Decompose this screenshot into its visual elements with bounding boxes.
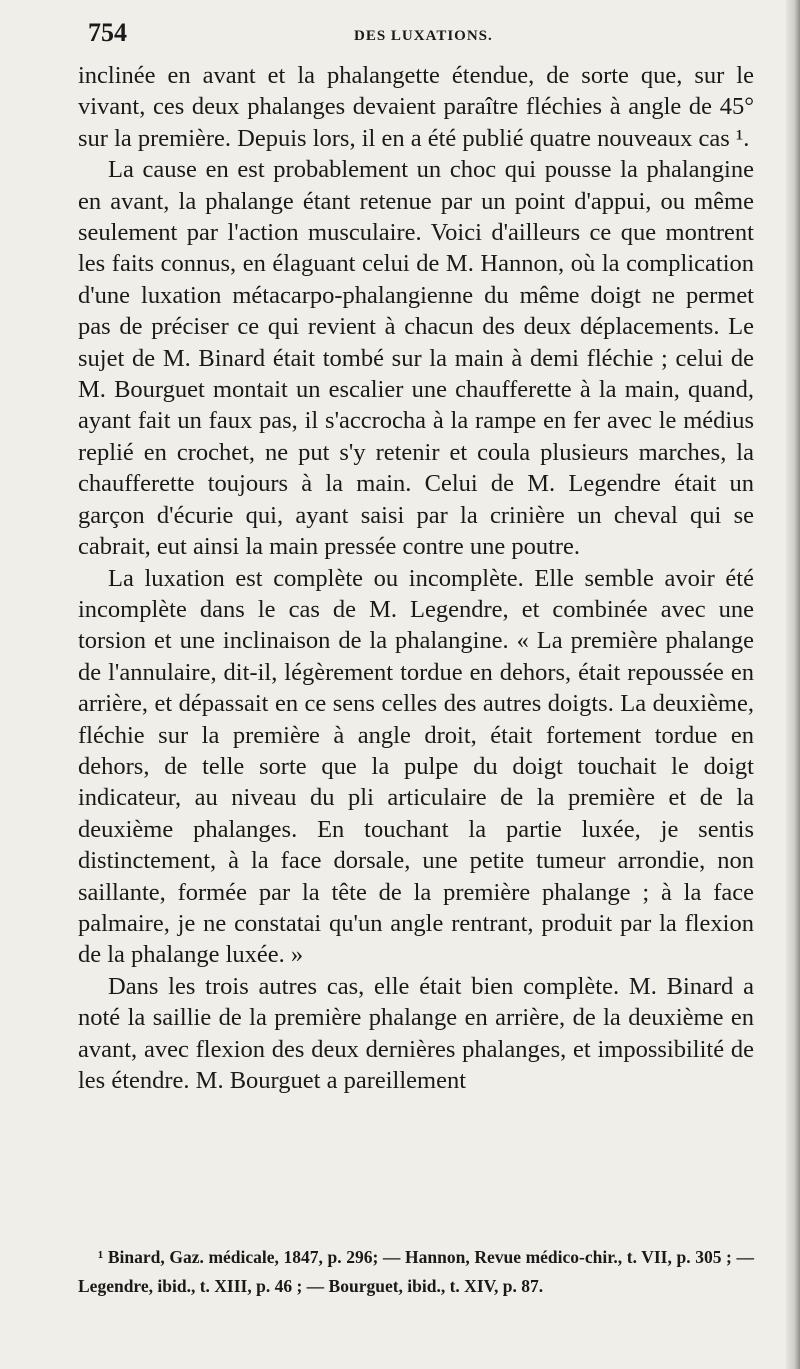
running-head: DES LUXATIONS. <box>354 28 493 44</box>
paragraph-4: Dans les trois autres cas, elle était bien complète. M. Binard a noté la saillie de la première phalange en arrière, de la deuxième en avant, avec flexion des deux dernières phalanges, et impossibilité de les étendre. M. Bourguet a pareillement <box>78 972 754 1094</box>
paragraph-3: La luxation est complète ou incomplète. Elle semble avoir été incomplète dans le cas de M. Legendre, et combinée avec une torsion et une inclinaison de la phalangine. « La première phalange de l'annulaire, dit-il, légèrement tordue en dehors, était repoussée en arrière, et dépassait en ce sens celles des autres doigts. La deuxième, fléchie sur la première à angle droit, était fortement tordue en dehors, de telle sorte que la pulpe du doigt touchait le doigt indicateur, au niveau du pli articulaire de la première et de la deuxième phalanges. En touchant la partie luxée, je sentis distinctement, à la face dorsale, une petite tumeur arrondie, non saillante, formée par la tête de la première phalange ; à la face palmaire, je ne constatai qu'un angle rentrant, produit par la flexion de la phalange luxée. » <box>78 564 754 969</box>
page-edge-shadow <box>786 0 800 1369</box>
paragraph-2: La cause en est probablement un choc qui pousse la phalangine en avant, la phalange étant retenue par un point d'appui, ou même seulement par l'action musculaire. Voici d'ailleurs ce que montrent les faits connus, en élaguant celui de M. Hannon, où la complication d'une luxation métacarpo-phalangienne du même doigt ne permet pas de préciser ce qui revient à chacun des deux déplacements. Le sujet de M. Binard était tombé sur la main à demi fléchie ; celui de M. Bourguet montait un escalier une chaufferette à la main, quand, ayant fait un faux pas, il s'accrocha à la rampe en fer avec le médius replié en crochet, ne put s'y retenir et coula plusieurs marches, la chaufferette toujours à la main. Celui de M. Legendre était un garçon d'écurie qui, ayant saisi par la crinière un cheval qui se cabrait, eut ainsi la main pressée contre une poutre. <box>78 156 754 561</box>
page-number: 754 <box>88 18 127 47</box>
body-text <box>78 60 754 1096</box>
paragraph-1: inclinée en avant et la phalangette étendue, de sorte que, sur le vivant, ces deux phalanges devaient paraître fléchies à angle de 45° sur la première. Depuis lors, il en a été publié quatre nouveaux cas ¹. <box>78 62 754 152</box>
footnote: ¹ Binard, Gaz. médicale, 1847, p. 296; — Hannon, Revue médico-chir., t. VII, p. 305 ; — Legendre, ibid., t. XIII, p. 46 ; — Bourguet, ibid., t. XIV, p. 87. <box>78 1247 754 1296</box>
page-header <box>88 18 752 52</box>
